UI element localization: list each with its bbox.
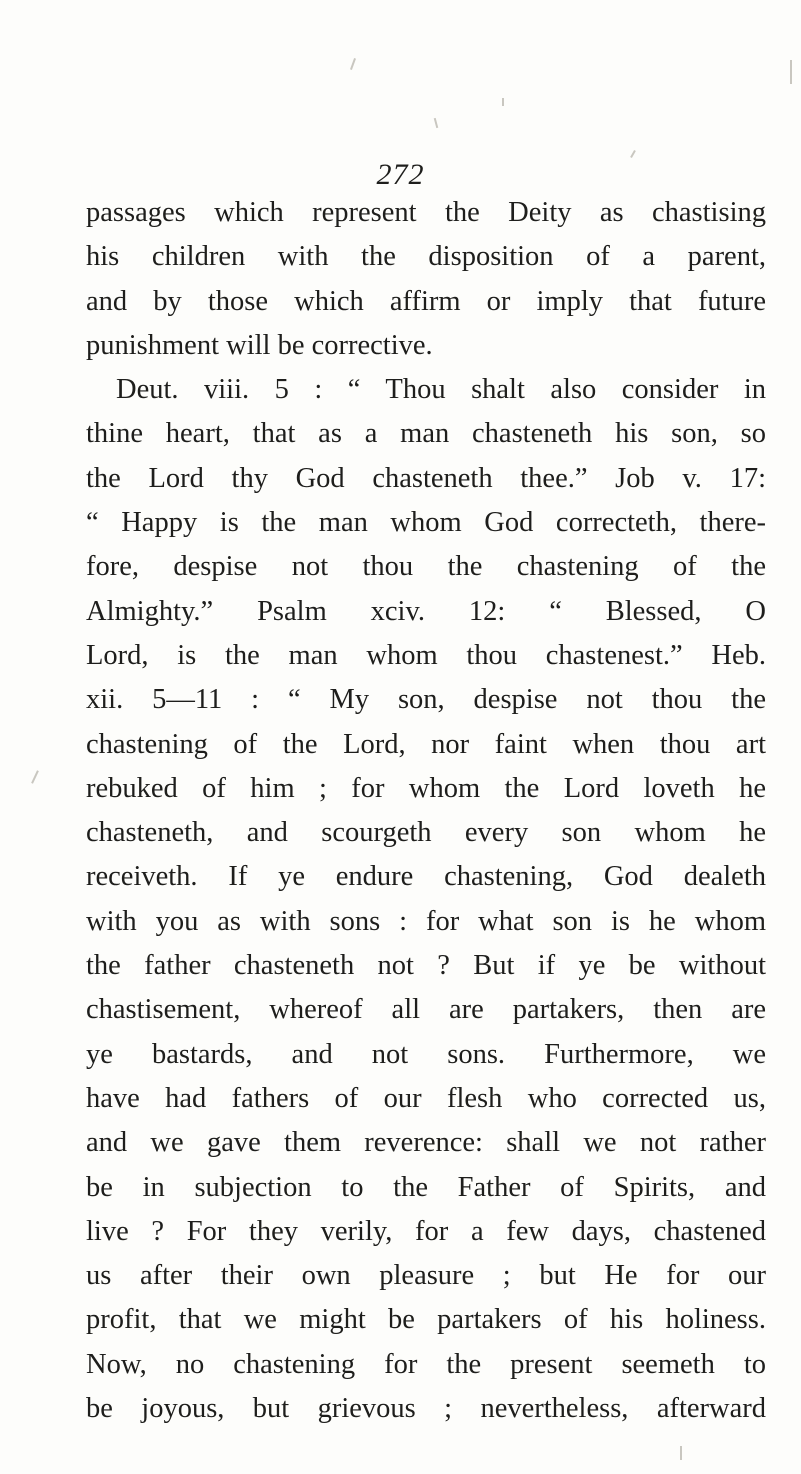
text-line: and we gave them reverence: shall we not rather xyxy=(86,1127,766,1159)
body-text xyxy=(86,191,766,1431)
text-line: chastening of the Lord, nor faint when thou art xyxy=(86,728,766,760)
text-line: with you as with sons : for what son is he whom xyxy=(86,905,766,937)
text-line: be joyous, but grievous ; nevertheless, afterward xyxy=(86,1393,766,1425)
page-number: 272 xyxy=(376,158,425,191)
text-line: “ Happy is the man whom God correcteth, there- xyxy=(86,507,766,539)
text-line: his children with the disposition of a parent, xyxy=(86,241,766,273)
text-line: us after their own pleasure ; but He for our xyxy=(86,1260,766,1292)
text-line: and by those which affirm or imply that future xyxy=(86,285,766,317)
text-line: punishment will be corrective. xyxy=(86,329,433,361)
text-line: live ? For they verily, for a few days, chastened xyxy=(86,1215,766,1247)
text-line: passages which represent the Deity as chastising xyxy=(86,197,766,228)
paper-speck xyxy=(350,58,356,70)
text-line: rebuked of him ; for whom the Lord loveth he xyxy=(86,772,766,804)
paper-speck xyxy=(502,98,504,106)
paper-speck xyxy=(434,118,439,128)
text-line: have had fathers of our flesh who corrected us, xyxy=(86,1082,766,1114)
text-line: Deut. viii. 5 : “ Thou shalt also consider in xyxy=(116,374,766,406)
text-line: receiveth. If ye endure chastening, God dealeth xyxy=(86,861,766,893)
text-line: profit, that we might be partakers of his holiness. xyxy=(86,1304,766,1336)
text-line: fore, despise not thou the chastening of the xyxy=(86,551,766,583)
text-line: be in subjection to the Father of Spirits, and xyxy=(86,1171,766,1203)
text-line: the father chasteneth not ? But if ye be without xyxy=(86,950,766,982)
text-line: Almighty.” Psalm xciv. 12: “ Blessed, O xyxy=(86,595,766,627)
text-line: thine heart, that as a man chasteneth his son, so xyxy=(86,418,766,450)
text-line: ye bastards, and not sons. Furthermore, we xyxy=(86,1038,766,1070)
text-line: chasteneth, and scourgeth every son whom he xyxy=(86,817,766,849)
paper-speck xyxy=(790,60,792,84)
text-line: xii. 5—11 : “ My son, despise not thou the xyxy=(86,684,766,716)
paper-speck xyxy=(31,770,39,784)
text-line: Lord, is the man whom thou chastenest.” Heb. xyxy=(86,639,766,671)
text-line: the Lord thy God chasteneth thee.” Job v. 17: xyxy=(86,462,766,494)
paper-speck xyxy=(630,150,636,158)
paper-speck xyxy=(680,1446,682,1460)
text-line: Now, no chastening for the present seemeth to xyxy=(86,1348,766,1380)
text-line: chastisement, whereof all are partakers, then are xyxy=(86,994,766,1026)
